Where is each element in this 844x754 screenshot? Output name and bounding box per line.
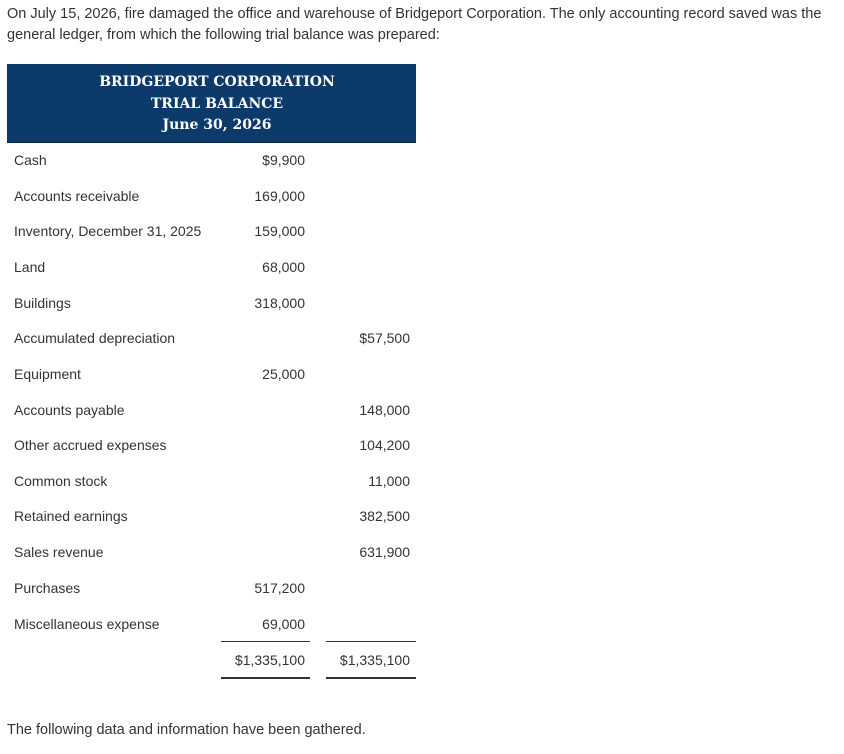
table-row (7, 400, 417, 420)
table-row (7, 293, 417, 313)
account-name: Accounts receivable (14, 188, 140, 204)
account-name: Inventory, December 31, 2025 (14, 223, 202, 239)
table-row (7, 364, 417, 384)
account-name: Accumulated depreciation (14, 330, 176, 346)
credit-amount: 104,200 (359, 437, 410, 453)
account-name: Equipment (14, 366, 81, 382)
account-name: Other accrued expenses (14, 437, 167, 453)
account-name: Common stock (14, 473, 108, 489)
account-name: Cash (14, 152, 47, 168)
intro-paragraph: On July 15, 2026, fire damaged the office and warehouse of Bridgeport Corporation. The only accounting record saved was the general ledger, from which the following trial balance was prepared: (7, 6, 822, 43)
debit-amount: 25,000 (262, 366, 305, 382)
table-row (7, 186, 417, 206)
credit-total-rule-top (326, 641, 416, 642)
debit-amount: 159,000 (254, 223, 305, 239)
account-name: Purchases (14, 580, 81, 596)
statement-title: TRIAL BALANCE (150, 96, 284, 112)
table-row (7, 542, 417, 562)
statement-date: June 30, 2026 (162, 117, 272, 133)
table-row (7, 435, 417, 455)
credit-amount: 148,000 (359, 402, 410, 418)
footer-paragraph: The following data and information have been gathered. (7, 722, 366, 738)
credit-amount: 382,500 (359, 508, 410, 524)
credit-amount: 11,000 (368, 473, 410, 489)
table-row (7, 471, 417, 491)
account-name: Buildings (14, 295, 71, 311)
debit-amount: $9,900 (262, 152, 305, 168)
table-row (7, 578, 417, 598)
account-name: Retained earnings (14, 508, 128, 524)
credit-amount: 631,900 (359, 544, 410, 560)
table-row (7, 614, 417, 634)
credit-total: $1,335,100 (339, 652, 410, 668)
account-name: Sales revenue (14, 544, 104, 560)
debit-amount: 517,200 (254, 580, 305, 596)
debit-amount: 69,000 (262, 616, 305, 632)
debit-total-rule-top (221, 641, 310, 642)
debit-amount: 68,000 (262, 259, 305, 275)
debit-total-rule-bottom (221, 677, 310, 679)
debit-amount: 318,000 (254, 295, 305, 311)
table-row (7, 221, 417, 241)
table-row (7, 328, 417, 348)
account-name: Miscellaneous expense (14, 616, 160, 632)
debit-amount: 169,000 (254, 188, 305, 204)
account-name: Land (14, 259, 46, 275)
table-row (7, 150, 417, 170)
debit-total: $1,335,100 (234, 652, 305, 668)
table-row (7, 257, 417, 277)
table-row (7, 506, 417, 526)
trial-balance-header (7, 64, 416, 143)
credit-amount: $57,500 (359, 330, 410, 346)
credit-total-rule-bottom (326, 677, 416, 679)
company-name: BRIDGEPORT CORPORATION (99, 74, 335, 90)
account-name: Accounts payable (14, 402, 125, 418)
